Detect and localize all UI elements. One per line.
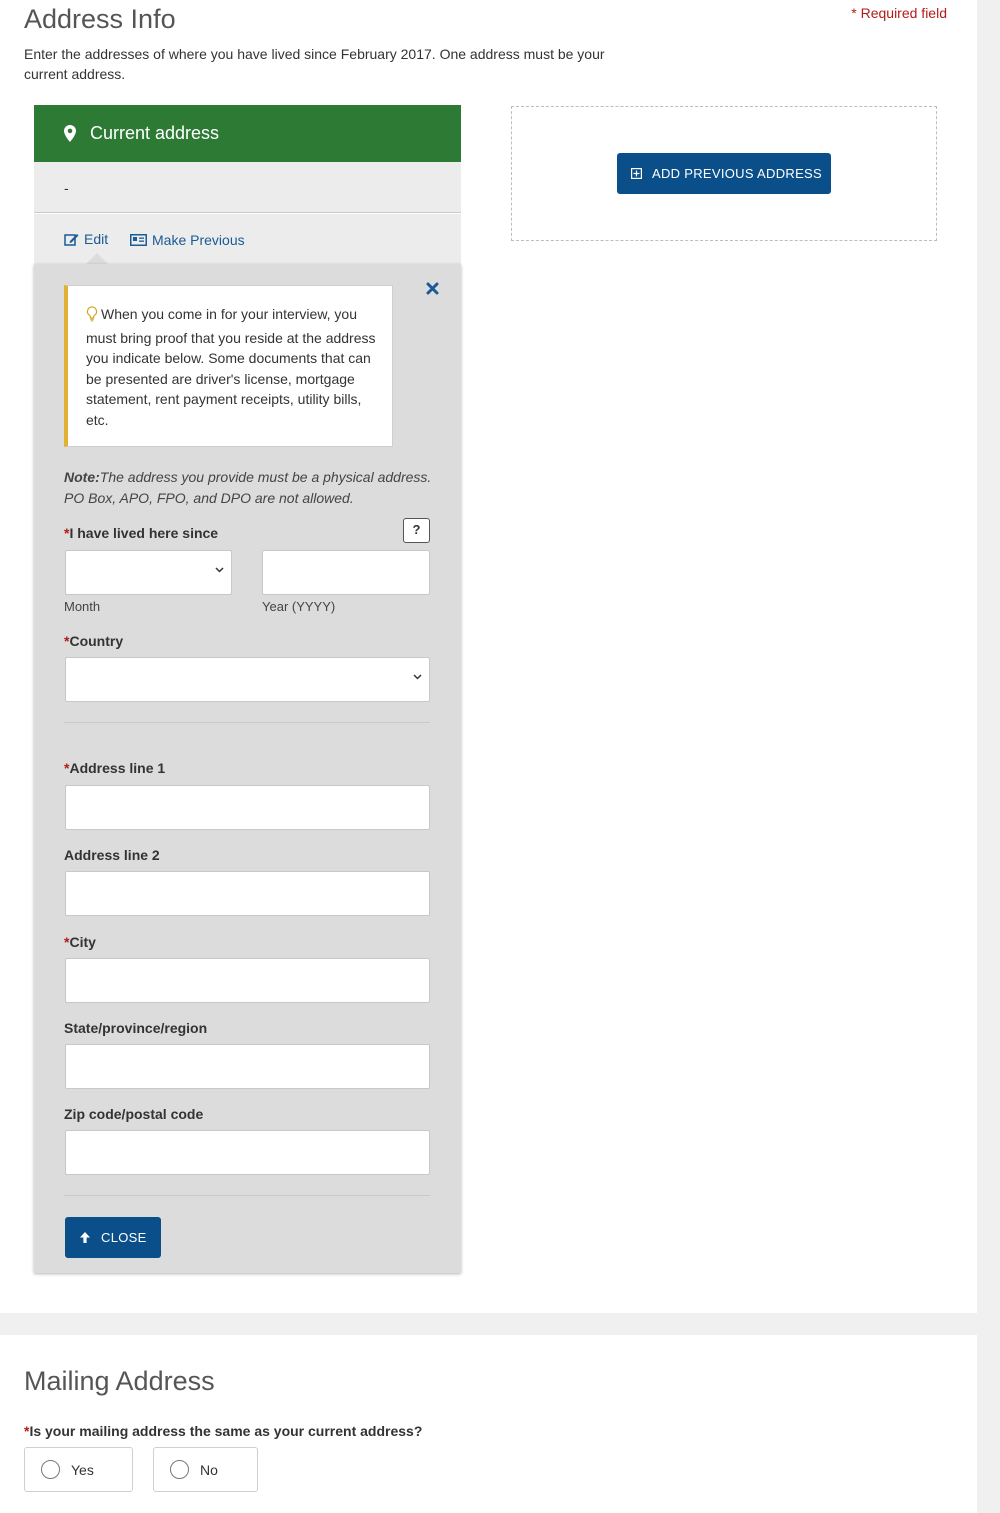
state-label: State/province/region xyxy=(64,1020,208,1036)
note-label: Note: xyxy=(64,469,100,485)
mailing-address-title: Mailing Address xyxy=(24,1366,215,1396)
edit-label: Edit xyxy=(84,231,109,247)
radio-circle[interactable] xyxy=(41,1460,60,1479)
month-select[interactable] xyxy=(65,550,232,595)
mailing-question xyxy=(24,1423,422,1439)
zip-input[interactable] xyxy=(65,1130,430,1175)
lived-since-label xyxy=(64,525,218,541)
required-field-legend: * Required field xyxy=(851,5,947,21)
edit-link[interactable] xyxy=(64,231,108,247)
address-info-title: Address Info xyxy=(24,4,176,34)
close-button[interactable] xyxy=(65,1217,161,1258)
month-label: Month xyxy=(64,599,101,614)
make-previous-label: Make Previous xyxy=(152,231,245,248)
edit-icon xyxy=(64,233,79,246)
current-address-title: Current address xyxy=(90,123,220,143)
address-line-1-label xyxy=(64,760,165,776)
map-pin-icon xyxy=(64,125,76,142)
tip-text: When you come in for your interview, you must bring proof that you reside at the address you indicate below. Some documents that can be presented are driver's license, mortgage statement, rent payment receipts, utility bills, etc. xyxy=(86,306,376,428)
make-previous-link[interactable] xyxy=(130,232,245,248)
radio-circle[interactable] xyxy=(170,1460,189,1479)
close-label: CLOSE xyxy=(101,1230,147,1245)
no-label: No xyxy=(200,1461,218,1478)
form-divider xyxy=(64,722,430,723)
arrow-up-icon xyxy=(79,1231,91,1244)
required-mark: * xyxy=(64,525,70,541)
mailing-question-text: Is your mailing address the same as your current address? xyxy=(29,1423,423,1439)
country-select[interactable] xyxy=(65,657,430,702)
mailing-yes-option[interactable] xyxy=(24,1447,133,1492)
close-icon[interactable] xyxy=(426,282,439,300)
city-text: City xyxy=(69,934,96,950)
state-input[interactable] xyxy=(65,1044,430,1089)
form-divider xyxy=(64,1195,430,1196)
chevron-down-icon xyxy=(215,567,224,573)
plus-square-icon xyxy=(631,168,642,179)
address-line-1-text: Address line 1 xyxy=(69,760,166,776)
year-input[interactable] xyxy=(262,550,430,595)
address-card-icon xyxy=(130,234,147,246)
yes-label: Yes xyxy=(71,1461,94,1478)
help-button[interactable]: ? xyxy=(403,518,430,543)
required-mark: * xyxy=(64,633,70,649)
note-text: The address you provide must be a physical address. PO Box, APO, FPO, and DPO are not allowed. xyxy=(64,469,432,506)
current-address-header xyxy=(34,105,461,162)
address-line-2-label: Address line 2 xyxy=(64,847,160,863)
city-input[interactable] xyxy=(65,958,430,1003)
country-label xyxy=(64,633,123,649)
popover-caret xyxy=(86,253,108,264)
address-line-2-input[interactable] xyxy=(65,871,430,916)
physical-address-note xyxy=(64,467,434,508)
lightbulb-icon xyxy=(86,306,98,328)
proof-of-residence-tip xyxy=(64,285,393,447)
required-mark: * xyxy=(24,1423,30,1439)
address-edit-form xyxy=(34,264,461,1273)
address-intro-text: Enter the addresses of where you have lived since February 2017. One address must be your current address. xyxy=(24,46,605,82)
city-label xyxy=(64,934,96,950)
add-previous-address-label: ADD PREVIOUS ADDRESS xyxy=(652,166,822,181)
address-line-1-input[interactable] xyxy=(65,785,430,830)
required-mark: * xyxy=(64,760,70,776)
mailing-address-section xyxy=(0,1335,977,1513)
zip-label: Zip code/postal code xyxy=(64,1106,204,1122)
add-previous-address-button[interactable] xyxy=(617,153,831,194)
country-text: Country xyxy=(69,633,124,649)
year-label: Year (YYYY) xyxy=(262,599,336,614)
current-address-value: - xyxy=(34,162,461,213)
chevron-down-icon xyxy=(413,674,422,680)
required-mark: * xyxy=(64,934,70,950)
mailing-no-option[interactable] xyxy=(153,1447,258,1492)
lived-since-text: I have lived here since xyxy=(69,525,219,541)
